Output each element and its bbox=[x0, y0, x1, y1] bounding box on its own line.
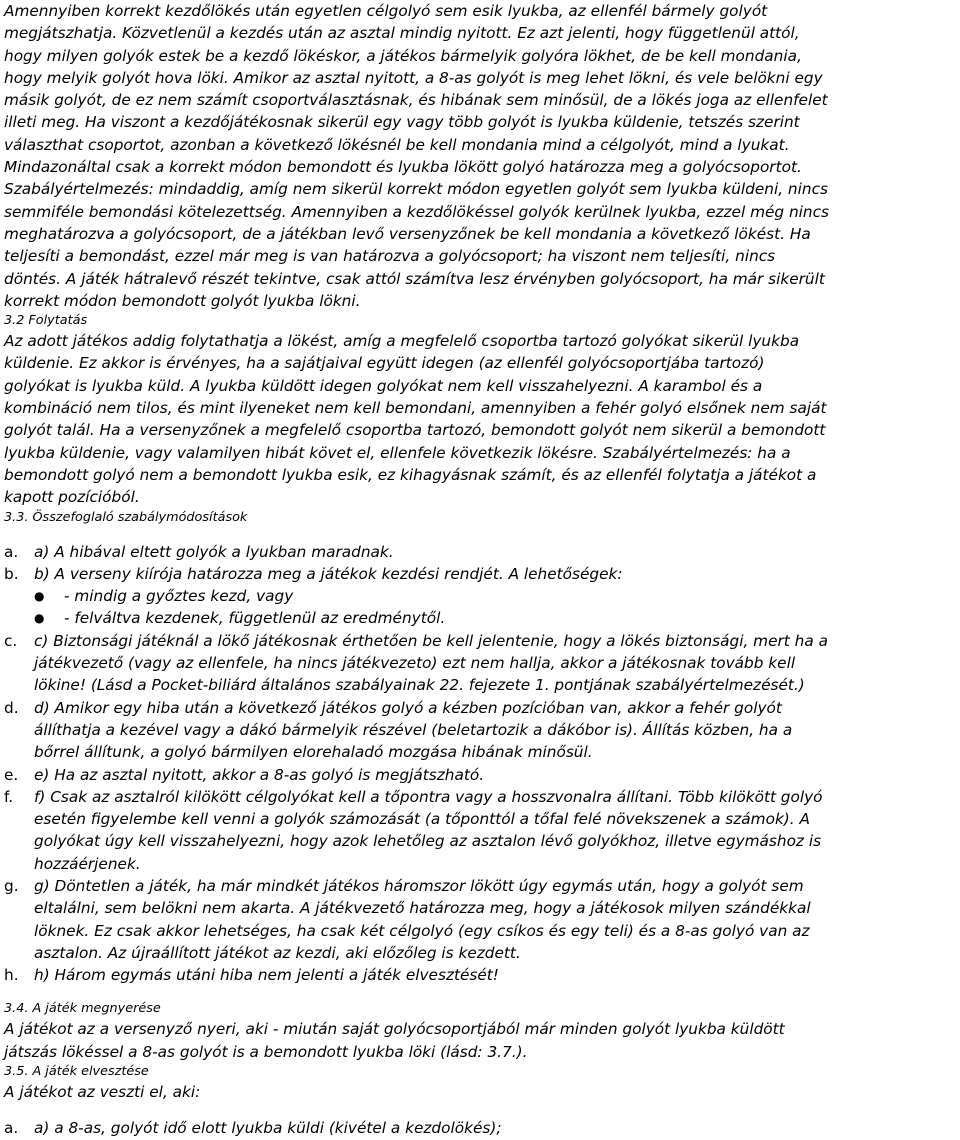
text-line: Mindazonáltal csak a korrekt módon bemondott és lyukba lökött golyó határozza meg a golyócsoportot. bbox=[4, 158, 802, 177]
text-line: semmiféle bemondási kötelezettség. Amennyiben a kezdőlökéssel golyók kerülnek lyukba, ezzel még nincs bbox=[4, 202, 829, 221]
section-heading-3-3: 3.3. Összefoglaló szabálymódosítások bbox=[4, 509, 248, 525]
text-line: Szabályértelmezés: mindaddig, amíg nem sikerül korrekt módon egyetlen golyót sem lyukba küldeni, nincs bbox=[4, 180, 828, 199]
list-marker: e. bbox=[4, 765, 19, 784]
list-item bbox=[4, 1117, 960, 1139]
text-line: bőrrel állítunk, a golyó bármilyen elorehaladó mozgása hibának minősül. bbox=[34, 743, 593, 762]
section-heading-3-5: 3.5. A játék elvesztése bbox=[4, 1064, 149, 1080]
list-item bbox=[4, 630, 960, 697]
text-line: állíthatja a kezével vagy a dákó bármelyik részével (beletartozik a dákóbor is). Állítás közben, ha a bbox=[34, 720, 793, 739]
text-line: lökine! (Lásd a Pocket-biliárd általános szabályainak 22. fejezete 1. pontjának szabályértelmezését.) bbox=[34, 676, 805, 695]
text-line: megjátszhatja. Közvetlenül a kezdés után az asztal mindig nyitott. Ez azt jelenti, hogy függetlenül attól, bbox=[4, 24, 800, 43]
text-line: illeti meg. Ha viszont a kezdőjátékosnak sikerül egy vagy több golyót is lyukba küldenie, tetszés szerint bbox=[4, 113, 800, 132]
section-3-5-paragraph bbox=[4, 1081, 960, 1103]
text-line: A játékot az a versenyző nyeri, aki - miután saját golyócsoportjából már minden golyót lyukba küldött bbox=[4, 1020, 785, 1039]
text-line: a) A hibával eltett golyók a lyukban maradnak. bbox=[34, 542, 394, 561]
text-line: h) Három egymás utáni hiba nem jelenti a játék elvesztését! bbox=[34, 966, 499, 985]
text-line: hozzáérjenek. bbox=[34, 854, 141, 873]
text-line: löknek. Ez csak akkor lehetséges, ha csak két célgolyó (egy csíkos és egy teli) és a 8-as golyó van az bbox=[34, 921, 810, 940]
bullet-icon: ● bbox=[34, 589, 45, 604]
bullet-icon: ● bbox=[34, 611, 45, 626]
list-item bbox=[4, 697, 960, 764]
text-line: A játékot az veszti el, aki: bbox=[4, 1083, 201, 1102]
text-line: hogy milyen golyók estek be a kezdő lökéskor, a játékos bármelyik golyóra lökhet, de be kell mondania, bbox=[4, 46, 802, 65]
intro-paragraph bbox=[4, 0, 960, 312]
rule-changes-list bbox=[4, 541, 960, 987]
text-line: bemondott golyó nem a bemondott lyukba esik, ez kihagyásnak számít, és az ellenfél folytatja a játékot a bbox=[4, 465, 817, 484]
list-marker: a. bbox=[4, 1119, 19, 1138]
sub-list bbox=[34, 585, 960, 630]
sub-list-item bbox=[34, 585, 960, 607]
section-heading-3-4: 3.4. A játék megnyerése bbox=[4, 1001, 161, 1017]
text-line: másik golyót, de ez nem számít csoportválasztásnak, és hibának sem minősül, de a lökés joga az ellenfelet bbox=[4, 91, 828, 110]
section-3-4-paragraph bbox=[4, 1018, 960, 1063]
text-line: meghatározva a golyócsoport, de a játékban levő versenyzőnek be kell mondania a következő lökést. Ha bbox=[4, 224, 811, 243]
text-line: g) Döntetlen a játék, ha már mindkét játékos háromszor lökött úgy egymás után, hogy a golyót sem bbox=[34, 876, 804, 895]
text-line: f) Csak az asztalról kilökött célgolyókat kell a tőpontra vagy a hosszvonalra állítani. Több kilökött golyó bbox=[34, 787, 823, 806]
document-page bbox=[4, 0, 960, 1140]
text-line: Amennyiben korrekt kezdőlökés után egyetlen célgolyó sem esik lyukba, az ellenfél bármely golyót bbox=[4, 2, 768, 20]
text-line: döntés. A játék hátralevő részét tekintve, csak attól számítva lesz érvényben golyócsoport, ha már sikerült bbox=[4, 269, 825, 288]
sub-list-item bbox=[34, 607, 960, 629]
list-marker: d. bbox=[4, 698, 19, 717]
text-line: - felváltva kezdenek, függetlenül az eredménytől. bbox=[64, 609, 446, 628]
text-line: golyókat is lyukba küld. A lyukba küldött idegen golyókat nem kell visszahelyezni. A karambol és a bbox=[4, 376, 763, 395]
section-3-2-paragraph bbox=[4, 330, 960, 508]
text-line: golyókat úgy kell visszahelyezni, hogy azok lehetőleg az asztalon lévő golyókhoz, illetve egymáshoz is bbox=[34, 832, 822, 851]
text-line: Az adott játékos addig folytathatja a lökést, amíg a megfelelő csoportba tartozó golyókat sikerül lyukba bbox=[4, 332, 800, 351]
text-line: esetén figyelembe kell venni a golyók számozását (a tőponttól a tőfal felé növekszenek a számok). A bbox=[34, 810, 810, 829]
loss-conditions-list bbox=[4, 1117, 960, 1139]
list-marker: g. bbox=[4, 876, 19, 895]
text-line: játékvezető (vagy az ellenfele, ha nincs játékvezeto) ezt nem hallja, akkor a játékosnak tovább kell bbox=[34, 654, 796, 673]
list-marker: c. bbox=[4, 631, 18, 650]
list-item bbox=[4, 964, 960, 986]
list-marker: a. bbox=[4, 542, 19, 561]
section-heading-3-2: 3.2 Folytatás bbox=[4, 313, 88, 329]
text-line: c) Biztonsági játéknál a lökő játékosnak érthetően be kell jelentenie, hogy a lökés biztonsági, mert ha a bbox=[34, 631, 828, 650]
list-marker: b. bbox=[4, 564, 19, 583]
list-item bbox=[4, 875, 960, 964]
text-line: korrekt módon bemondott golyót lyukba lökni. bbox=[4, 291, 361, 310]
text-line: golyót talál. Ha a versenyzőnek a megfelelő csoportba tartozó, bemondott golyót nem sikerül a bemondott bbox=[4, 421, 826, 440]
list-marker: f. bbox=[4, 787, 14, 806]
text-line: játszás lökéssel a 8-as golyót is a bemondott lyukba löki (lásd: 3.7.). bbox=[4, 1042, 528, 1061]
text-line: választhat csoportot, azonban a következő lökésnél be kell mondania mind a célgolyót, mind a lyukat. bbox=[4, 135, 790, 154]
text-line: teljesíti a bemondást, ezzel már meg is van határozva a golyócsoport; ha viszont nem teljesíti, nincs bbox=[4, 247, 776, 266]
text-line: küldenie. Ez akkor is érvényes, ha a sajátjaival együtt idegen (az ellenfél golyócsoportjába tartozó) bbox=[4, 354, 765, 373]
text-line: a) a 8-as, golyót idő elott lyukba küldi (kivétel a kezdolökés); bbox=[34, 1119, 502, 1138]
text-line: e) Ha az asztal nyitott, akkor a 8-as golyó is megjátszható. bbox=[34, 765, 485, 784]
list-item bbox=[4, 764, 960, 786]
text-line: kapott pozícióból. bbox=[4, 488, 140, 507]
text-line: - mindig a győztes kezd, vagy bbox=[64, 587, 294, 606]
list-item bbox=[4, 563, 960, 630]
text-line: hogy melyik golyót hova löki. Amikor az asztal nyitott, a 8-as golyót is meg lehet lökni, és vele belökni egy bbox=[4, 68, 823, 87]
text-line: eltalálni, sem belökni nem akarta. A játékvezető határozza meg, hogy a játékosok milyen szándékkal bbox=[34, 899, 811, 918]
text-line: asztalon. Az újraállított játékot az kezdi, aki előzőleg is kezdett. bbox=[34, 943, 521, 962]
text-line: lyukba küldenie, vagy valamilyen hibát követ el, ellenfele következik lökésre. Szabályértelmezés: ha a bbox=[4, 443, 791, 462]
text-line: d) Amikor egy hiba után a következő játékos golyó a kézben pozícióban van, akkor a fehér golyót bbox=[34, 698, 782, 717]
list-item bbox=[4, 541, 960, 563]
list-marker: h. bbox=[4, 966, 19, 985]
list-item bbox=[4, 786, 960, 875]
text-line: b) A verseny kiírója határozza meg a játékok kezdési rendjét. A lehetőségek: bbox=[34, 564, 623, 583]
text-line: kombináció nem tilos, és mint ilyeneket nem kell bemondani, amennyiben a fehér golyó elsőnek nem saját bbox=[4, 399, 827, 418]
